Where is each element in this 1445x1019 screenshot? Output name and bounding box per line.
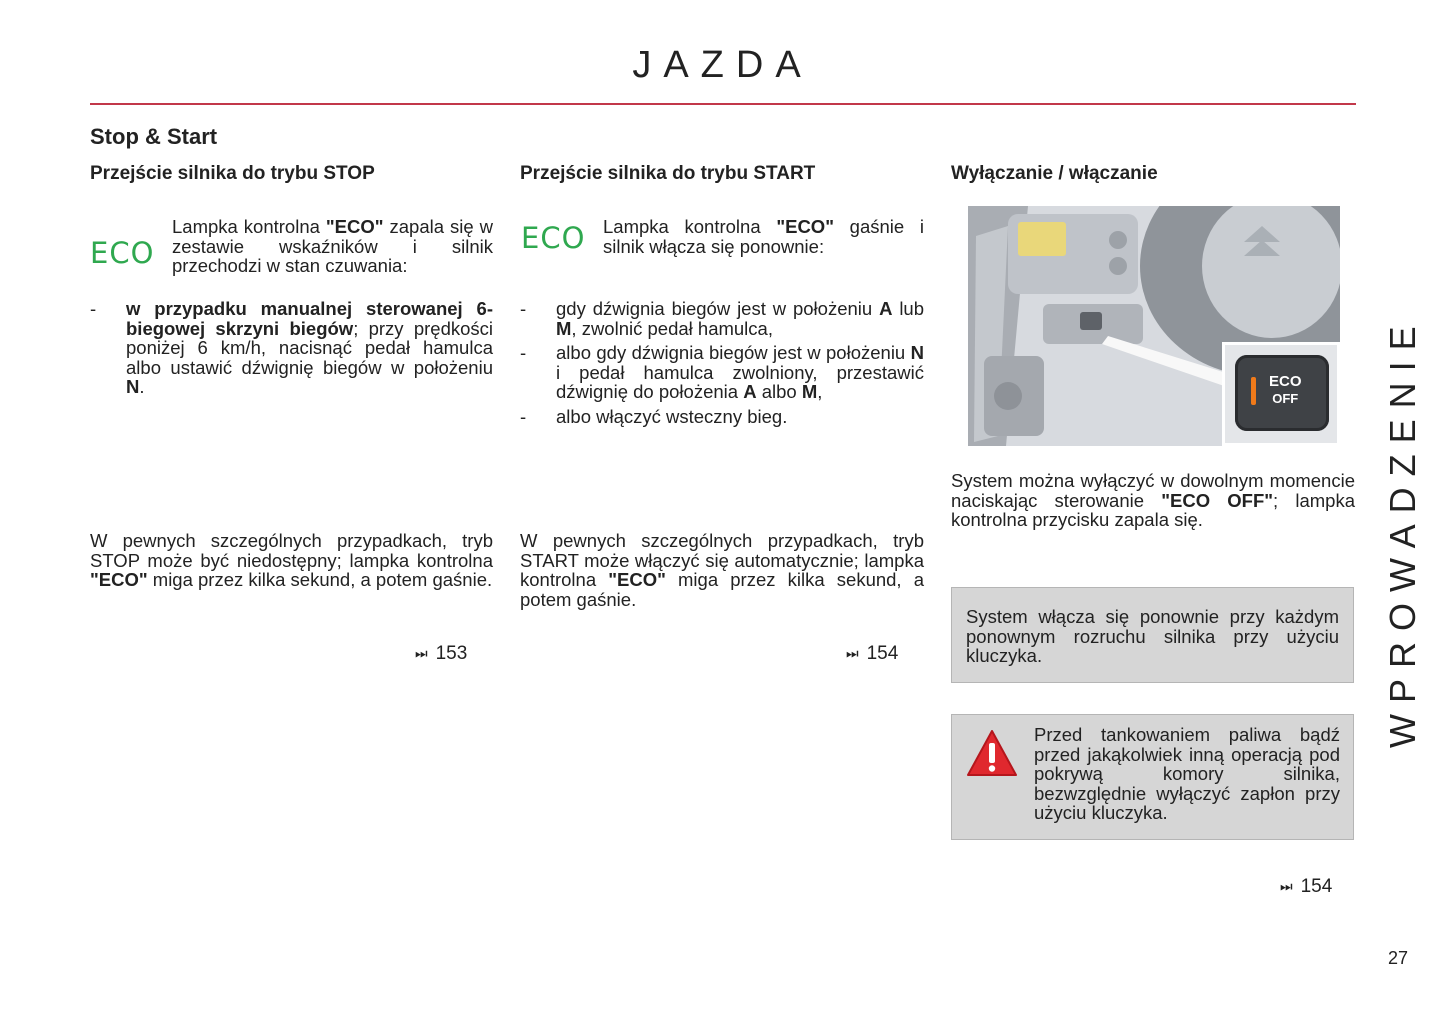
chapter-side-tab[interactable]: WPROWADZENIE	[1382, 315, 1423, 749]
list-item: - albo gdy dźwignia biegów jest w położeniu N i pedał hamulca zwolniony, przestawić dźwignię do położenia A albo M,	[520, 342, 924, 403]
section-title: Stop & Start	[90, 124, 218, 149]
eco-indicator-icon: ECO	[90, 236, 155, 270]
indicator-light-icon	[1251, 377, 1256, 405]
col2-note: W pewnych szczególnych przypadkach, tryb START może włączyć się automatycznie; lampka kontrolna "ECO" miga przez kilka sekund, a potem gaśnie.	[520, 530, 924, 610]
col1-page-ref[interactable]: ⏭ 153	[415, 643, 468, 664]
info-box	[951, 587, 1354, 683]
next-page-icon: ⏭	[1280, 878, 1293, 894]
eco-off-button[interactable]	[1235, 355, 1329, 431]
col3-heading: Wyłączanie / włączanie	[951, 163, 1158, 184]
warning-box-text: Przed tankowaniem paliwa bądź przed jakąkolwiek inną operacją pod pokrywą komory silnika, bezwzględnie wyłączyć zapłon przy użyciu kluczyka.	[1034, 724, 1340, 824]
col1-intro: Lampka kontrolna "ECO" zapala się w zestawie wskaźników i silnik przechodzi w stan czuwania:	[172, 216, 493, 277]
eco-off-callout	[1222, 342, 1340, 446]
list-item: - albo włączyć wsteczny bieg.	[520, 405, 788, 427]
col2-heading: Przejście silnika do trybu START	[520, 163, 816, 184]
col2-intro: Lampka kontrolna "ECO" gaśnie i silnik włącza się ponownie:	[603, 216, 924, 257]
list-item: - w przypadku manualnej sterowanej 6-biegowej skrzyni biegów; przy prędkości poniżej 6 km/h, nacisnąć pedał hamulca albo ustawić dźwignię biegów w położeniu N.	[90, 298, 494, 398]
warning-triangle-icon	[966, 729, 1018, 777]
page-number: 27	[1388, 948, 1409, 968]
next-page-icon: ⏭	[415, 645, 428, 661]
col2-bullet-list	[520, 299, 924, 432]
eco-off-label: ECO OFF	[1269, 373, 1302, 406]
col2-page-ref[interactable]: ⏭ 154	[846, 643, 899, 664]
next-page-icon: ⏭	[846, 645, 859, 661]
header-rule	[90, 103, 1356, 105]
info-box-text: System włącza się ponownie przy każdym ponownym rozruchu silnika przy użyciu kluczyka.	[966, 606, 1339, 667]
col3-text: System można wyłączyć w dowolnym momencie naciskając sterowanie "ECO OFF"; lampka kontrolna przycisku zapala się.	[951, 470, 1355, 531]
dashboard-photo	[968, 206, 1340, 446]
col3-page-ref[interactable]: ⏭ 154	[1280, 876, 1333, 897]
col1-note: W pewnych szczególnych przypadkach, tryb STOP może być niedostępny; lampka kontrolna "ECO" miga przez kilka sekund, a potem gaśnie.	[90, 530, 493, 591]
page-title: JAZDA	[632, 44, 813, 86]
col1-heading: Przejście silnika do trybu STOP	[90, 163, 375, 184]
col1-bullet-list	[90, 299, 493, 402]
eco-indicator-icon: ECO	[521, 221, 586, 255]
warning-box	[951, 714, 1354, 840]
list-item: - gdy dźwignia biegów jest w położeniu A lub M, zwolnić pedał hamulca,	[520, 298, 925, 339]
